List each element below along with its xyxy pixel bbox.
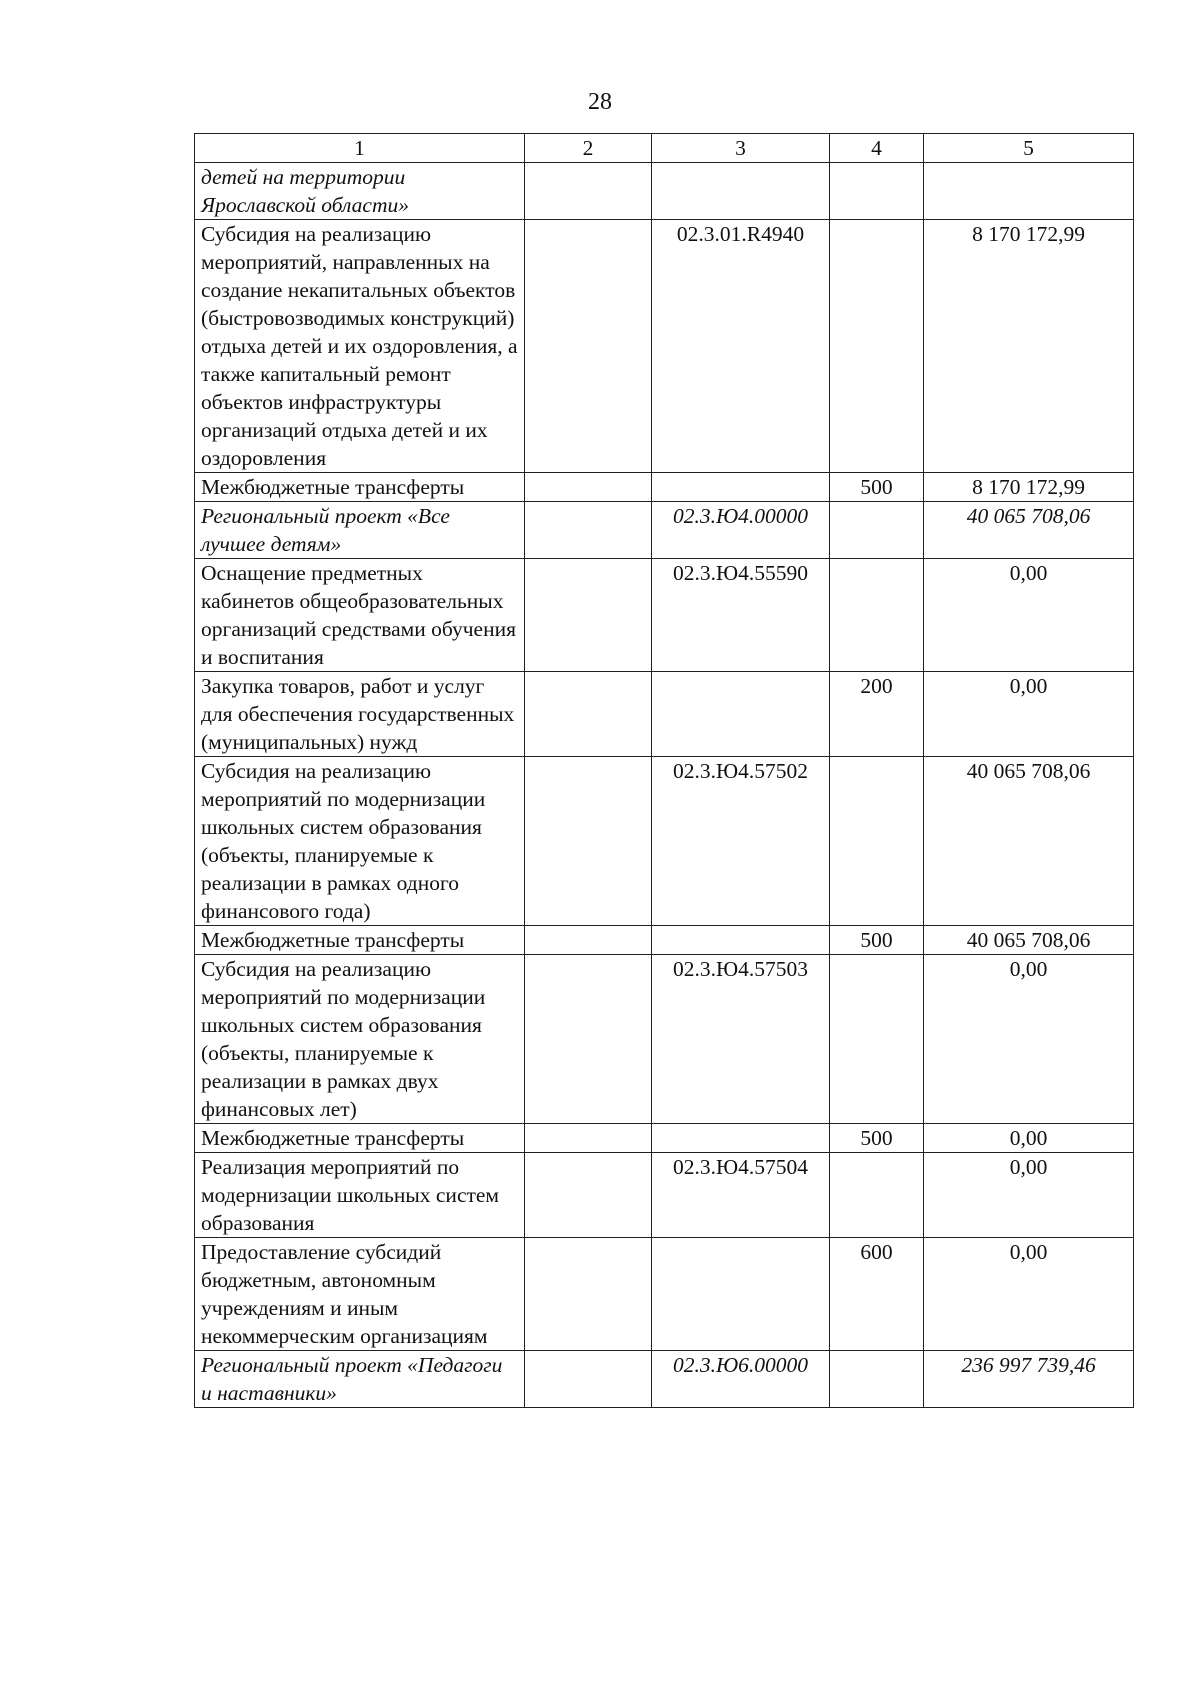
cell-code bbox=[652, 1124, 830, 1153]
cell-col2 bbox=[525, 672, 652, 757]
table-row bbox=[195, 473, 1134, 502]
cell-expense-type bbox=[830, 1351, 924, 1408]
cell-code: 02.3.Ю4.57504 bbox=[652, 1153, 830, 1238]
table-row bbox=[195, 220, 1134, 473]
table-row bbox=[195, 1153, 1134, 1238]
table-row bbox=[195, 757, 1134, 926]
cell-col2 bbox=[525, 1124, 652, 1153]
cell-col2 bbox=[525, 1238, 652, 1351]
cell-code bbox=[652, 1238, 830, 1351]
table-row bbox=[195, 672, 1134, 757]
column-header-4: 4 bbox=[830, 134, 924, 163]
cell-code bbox=[652, 473, 830, 502]
table-header-row bbox=[195, 134, 1134, 163]
cell-expense-type bbox=[830, 502, 924, 559]
cell-amount: 0,00 bbox=[924, 1124, 1134, 1153]
cell-col2 bbox=[525, 1153, 652, 1238]
cell-expense-type bbox=[830, 757, 924, 926]
cell-code: 02.3.01.R4940 bbox=[652, 220, 830, 473]
budget-table bbox=[194, 133, 1134, 1408]
cell-code: 02.3.Ю4.57503 bbox=[652, 955, 830, 1124]
cell-code bbox=[652, 672, 830, 757]
cell-code bbox=[652, 926, 830, 955]
cell-name: Межбюджетные трансферты bbox=[195, 1124, 525, 1153]
cell-col2 bbox=[525, 220, 652, 473]
table-row bbox=[195, 1351, 1134, 1408]
cell-name: Субсидия на реализацию мероприятий по модернизации школьных систем образования (объекты, планируемые к реализации в рамках одного финансового года) bbox=[195, 757, 525, 926]
column-header-2: 2 bbox=[525, 134, 652, 163]
cell-code: 02.3.Ю4.55590 bbox=[652, 559, 830, 672]
cell-amount: 0,00 bbox=[924, 559, 1134, 672]
cell-amount: 0,00 bbox=[924, 672, 1134, 757]
cell-col2 bbox=[525, 502, 652, 559]
cell-col2 bbox=[525, 926, 652, 955]
cell-amount: 236 997 739,46 bbox=[924, 1351, 1134, 1408]
cell-amount: 8 170 172,99 bbox=[924, 220, 1134, 473]
cell-amount: 8 170 172,99 bbox=[924, 473, 1134, 502]
cell-expense-type: 500 bbox=[830, 473, 924, 502]
cell-amount: 40 065 708,06 bbox=[924, 502, 1134, 559]
cell-amount: 0,00 bbox=[924, 1153, 1134, 1238]
cell-expense-type bbox=[830, 163, 924, 220]
cell-name: Межбюджетные трансферты bbox=[195, 473, 525, 502]
table-row bbox=[195, 163, 1134, 220]
column-header-5: 5 bbox=[924, 134, 1134, 163]
table-row bbox=[195, 502, 1134, 559]
cell-expense-type bbox=[830, 1153, 924, 1238]
table-row bbox=[195, 559, 1134, 672]
cell-name: Региональный проект «Все лучшее детям» bbox=[195, 502, 525, 559]
cell-col2 bbox=[525, 559, 652, 672]
cell-name: Оснащение предметных кабинетов общеобразовательных организаций средствами обучения и воспитания bbox=[195, 559, 525, 672]
cell-name: Региональный проект «Педагоги и наставники» bbox=[195, 1351, 525, 1408]
cell-code bbox=[652, 163, 830, 220]
cell-col2 bbox=[525, 473, 652, 502]
cell-expense-type bbox=[830, 220, 924, 473]
cell-col2 bbox=[525, 163, 652, 220]
cell-expense-type: 500 bbox=[830, 1124, 924, 1153]
table-row bbox=[195, 1238, 1134, 1351]
cell-name: Субсидия на реализацию мероприятий по модернизации школьных систем образования (объекты, планируемые к реализации в рамках двух финансовых лет) bbox=[195, 955, 525, 1124]
cell-name: детей на территории Ярославской области» bbox=[195, 163, 525, 220]
cell-amount bbox=[924, 163, 1134, 220]
column-header-1: 1 bbox=[195, 134, 525, 163]
table-body bbox=[195, 163, 1134, 1408]
cell-name: Реализация мероприятий по модернизации школьных систем образования bbox=[195, 1153, 525, 1238]
cell-col2 bbox=[525, 955, 652, 1124]
cell-name: Субсидия на реализацию мероприятий, направленных на создание некапитальных объектов (быстровозводимых конструкций) отдыха детей и их оздоровления, а также капитальный ремонт объектов инфраструктуры организаций отдыха детей и их оздоровления bbox=[195, 220, 525, 473]
cell-amount: 40 065 708,06 bbox=[924, 926, 1134, 955]
cell-col2 bbox=[525, 757, 652, 926]
cell-expense-type: 200 bbox=[830, 672, 924, 757]
cell-amount: 40 065 708,06 bbox=[924, 757, 1134, 926]
column-header-3: 3 bbox=[652, 134, 830, 163]
table-row bbox=[195, 926, 1134, 955]
cell-expense-type: 500 bbox=[830, 926, 924, 955]
cell-amount: 0,00 bbox=[924, 955, 1134, 1124]
cell-col2 bbox=[525, 1351, 652, 1408]
cell-expense-type bbox=[830, 559, 924, 672]
cell-code: 02.3.Ю4.00000 bbox=[652, 502, 830, 559]
cell-code: 02.3.Ю4.57502 bbox=[652, 757, 830, 926]
cell-expense-type bbox=[830, 955, 924, 1124]
cell-name: Предоставление субсидий бюджетным, автономным учреждениям и иным некоммерческим организациям bbox=[195, 1238, 525, 1351]
page-number: 28 bbox=[588, 89, 612, 115]
cell-amount: 0,00 bbox=[924, 1238, 1134, 1351]
cell-code: 02.3.Ю6.00000 bbox=[652, 1351, 830, 1408]
cell-name: Межбюджетные трансферты bbox=[195, 926, 525, 955]
table-row bbox=[195, 955, 1134, 1124]
cell-expense-type: 600 bbox=[830, 1238, 924, 1351]
table-row bbox=[195, 1124, 1134, 1153]
cell-name: Закупка товаров, работ и услуг для обеспечения государственных (муниципальных) нужд bbox=[195, 672, 525, 757]
